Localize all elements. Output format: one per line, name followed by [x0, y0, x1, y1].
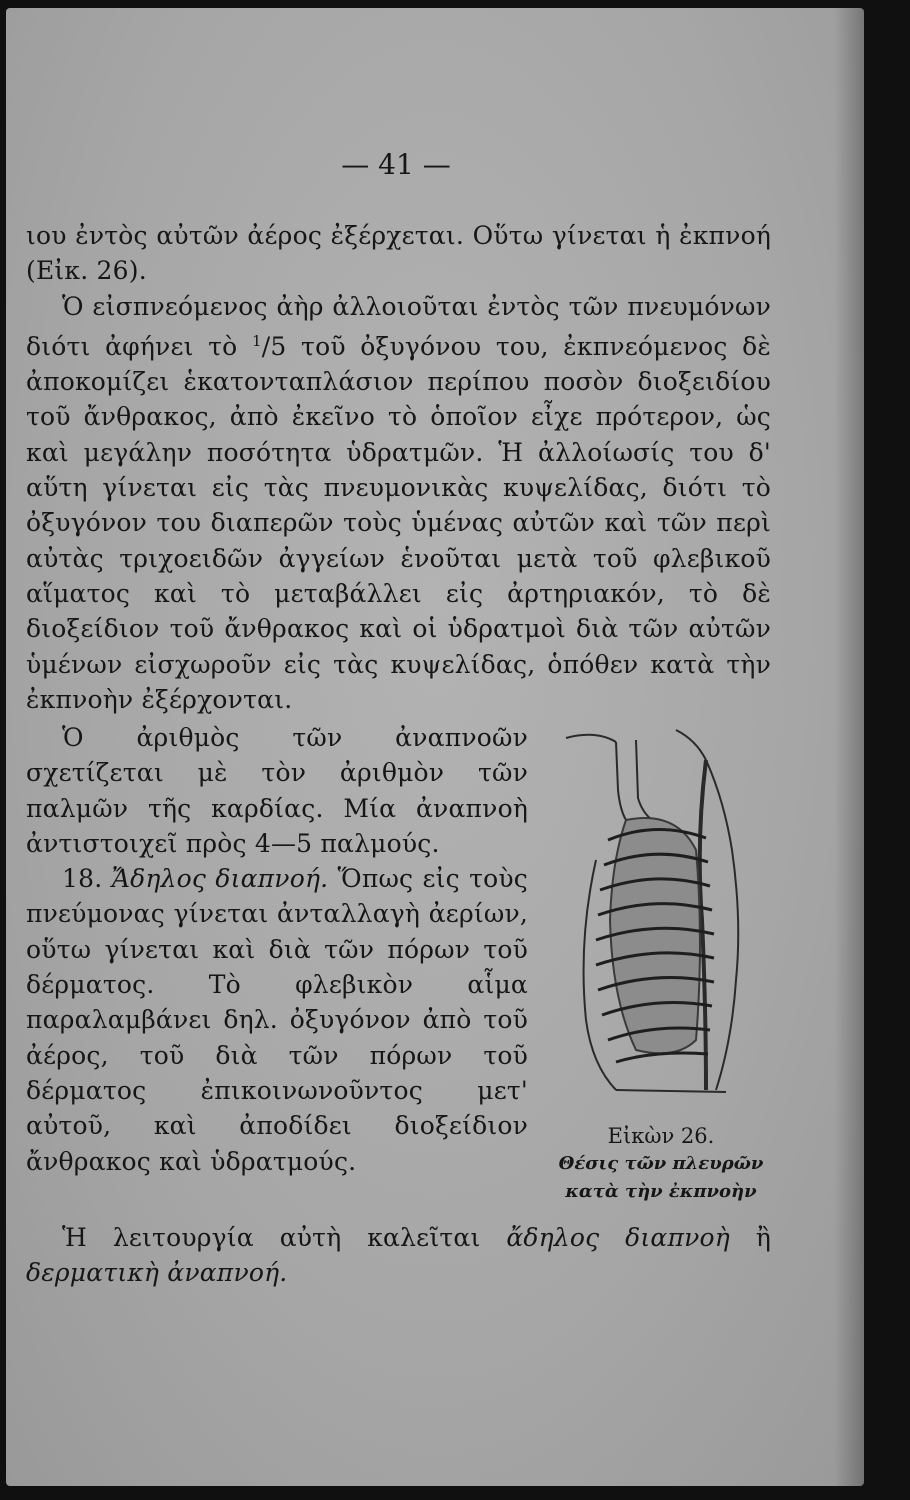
- paragraph-exhalation: ιου ἐντὸς αὐτῶν ἀέρος ἐξέρχεται. Οὕτω γίνεται ἡ ἐκπνοή (Εἰκ. 26).: [26, 221, 771, 286]
- term-insensible-perspiration: ἄδηλος διαπνοὴ: [506, 1223, 730, 1252]
- book-page: [6, 8, 864, 1486]
- section-heading: Ἄδηλος διαπνοή.: [111, 864, 329, 894]
- paragraph-air-alteration-rest: τοῦ ὀξυγόνου του, ἐκπνεόμενος δὲ ἀποκομίζει ἑκατονταπλάσιον περίπου ποσὸν διοξειδίου τοῦ ἄνθρακος, ἀπὸ ἐκεῖνο τὸ ὁποῖον εἶχε πρότερον, ὡς καὶ μεγάλην ποσότητα ὑδρατμῶν. Ἡ ἀλλοίωσίς του δ' αὕτη γίνεται εἰς τὰς πνευμονικὰς κυψελίδας, διότι τὸ ὀξυγόνον του διαπερῶν τοὺς ὑμένας αὐτῶν καὶ τῶν περὶ αὐτὰς τριχοειδῶν ἀγγείων ἑνοῦται μετὰ τοῦ φλεβικοῦ αἵματος καὶ τὸ μεταβάλλει εἰς ἀρτηριακόν, τὸ δὲ διοξείδιον τοῦ ἄνθρακος καὶ οἱ ὑδρατμοὶ διὰ τῶν αὐτῶν ὑμένων εἰσχωροῦν εἰς τὰς κυψελίδας, ὁπόθεν κατὰ τὴν ἐκπνοὴν ἐξέρχονται.: [26, 331, 771, 714]
- bottom-text-middle: ἢ: [755, 1223, 772, 1252]
- paragraph-skin-respiration: [26, 1220, 771, 1291]
- page-edge-shadow: [834, 8, 864, 1486]
- paragraph-air-alteration-start: Ὁ εἰσπνεόμενος ἀὴρ ἀλλοιοῦται ἐντὸς τῶν πνευμόνων διότι ἀφήνει τὸ: [26, 291, 771, 361]
- figure-caption-line1: Θέσις τῶν πλευρῶν: [558, 1153, 764, 1174]
- figure-caption-line2: κατὰ τὴν ἐκπνοὴν: [565, 1181, 757, 1202]
- section-number: 18.: [62, 864, 103, 894]
- paragraph-perspiration: [26, 861, 528, 1179]
- ribcage-illustration: [556, 720, 776, 1120]
- paragraph-perspiration-body: Ὅπως εἰς τοὺς πνεύμονας γίνεται ἀνταλλαγὴ ἀερίων, οὕτω γίνεται καὶ διὰ τῶν πόρων τοῦ δέρματος. Τὸ φλεβικὸν αἷμα παραλαμβάνει δηλ. ὀξυγόνον ἀπὸ τοῦ ἀέρος, τοῦ διὰ τῶν πόρων τοῦ δέρματος ἐπικοινωνοῦντος μετ' αὐτοῦ, καὶ ἀποδίδει διοξείδιον ἄνθρακος καὶ ὑδρατμούς.: [26, 864, 528, 1176]
- bottom-text-block: [26, 1220, 771, 1291]
- page-number: — 41 —: [341, 148, 451, 181]
- left-text-block: [26, 720, 528, 1179]
- paragraph-air-alteration: Ὁ εἰσπνεόμενος ἀὴρ ἀλλοιοῦται ἐντὸς τῶν πνευμόνων διότι ἀφήνει τὸ $^1$/5 τοῦ ὀξυγόνου του, ἐκπνεόμενος δὲ ἀποκομίζει ἑκατονταπλάσιον περίπου ποσὸν διοξειδίου τοῦ ἄνθρακος, ἀπὸ ἐκεῖνο τὸ ὁποῖον εἶχε πρότερον, ὡς καὶ μεγάλην ποσότητα ὑδρατμῶν. Ἡ ἀλλοίωσίς του δ' αὕτη γίνεται εἰς τὰς πνευμονικὰς κυψελίδας, διότι τὸ ὀξυγόνον του διαπερῶν τοὺς ὑμένας αὐτῶν καὶ τῶν περὶ αὐτὰς τριχοειδῶν ἀγγείων ἑνοῦται μετὰ τοῦ φλεβικοῦ αἵματος καὶ τὸ μεταβάλλει εἰς ἀρτηριακόν, τὸ δὲ διοξείδιον τοῦ ἄνθρακος καὶ οἱ ὑδρατμοὶ διὰ τῶν αὐτῶν ὑμένων εἰσχωροῦν εἰς τὰς κυψελίδας, ὁπόθεν κατὰ τὴν ἐκπνοὴν ἐξέρχονται.: [26, 291, 771, 714]
- bottom-text-before: Ἡ λειτουργία αὐτὴ καλεῖται: [62, 1223, 481, 1252]
- fraction-numerator: 1: [252, 331, 262, 350]
- fraction-denominator: 5: [270, 331, 287, 361]
- term-skin-respiration: δερματικὴ ἀναπνοή.: [26, 1258, 288, 1288]
- figure-title: Εἰκὼν 26.: [607, 1124, 715, 1148]
- figure-caption: [536, 1122, 786, 1206]
- top-text-block: [26, 218, 771, 717]
- paragraph-breath-count: Ὁ ἀριθμὸς τῶν ἀναπνοῶν σχετίζεται μὲ τὸν ἀριθμὸν τῶν παλμῶν τῆς καρδίας. Μία ἀναπνοὴ ἀντιστοιχεῖ πρὸς 4—5 παλμούς.: [26, 723, 528, 858]
